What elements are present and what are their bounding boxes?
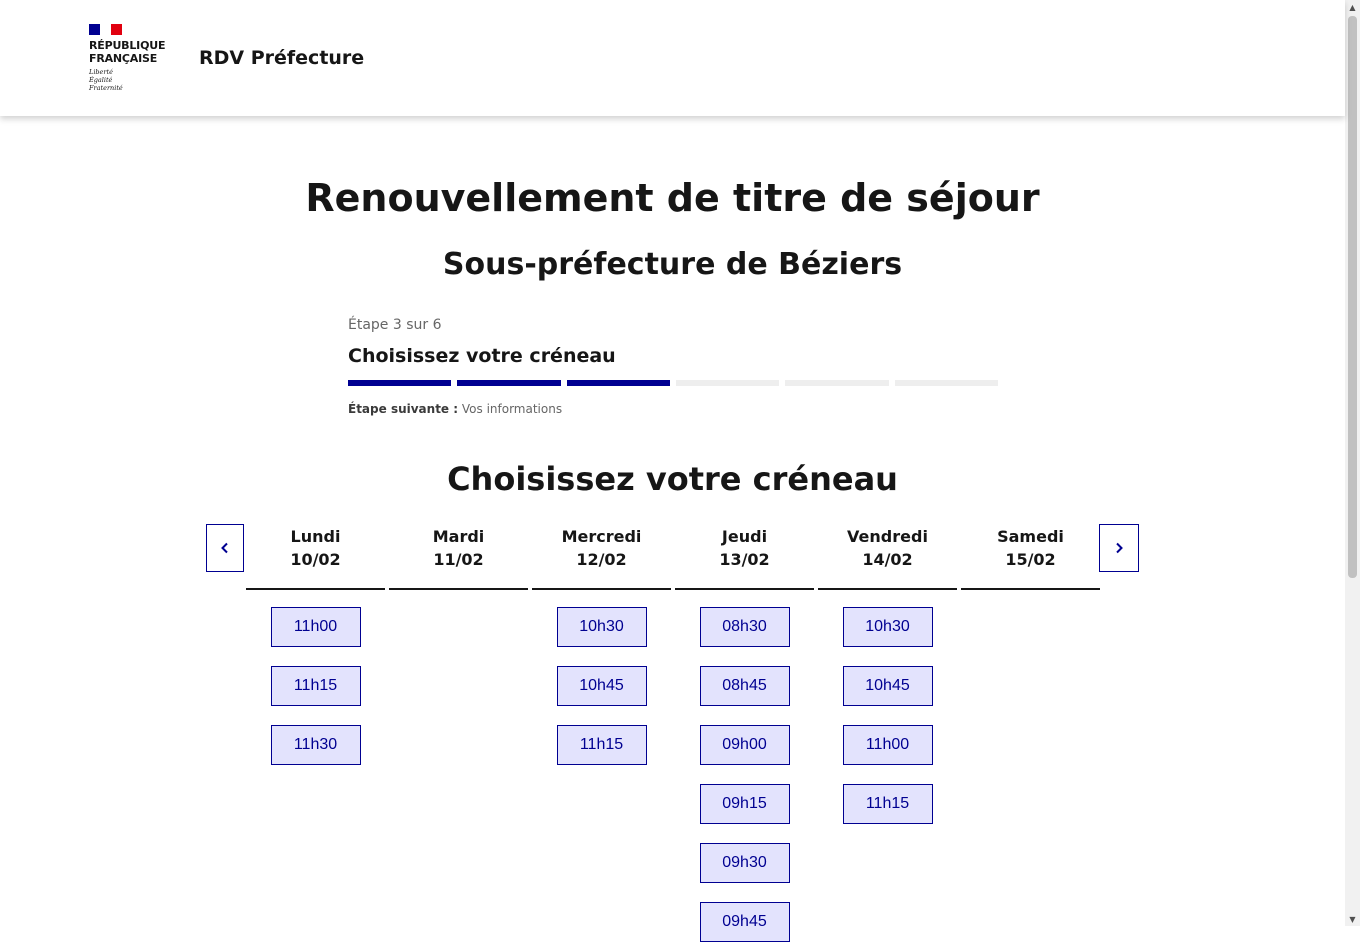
time-slot-button[interactable]: 10h45 <box>843 666 933 706</box>
stepper-state: Étape 3 sur 6 <box>348 317 442 333</box>
page-subtitle: Sous-préfecture de Béziers <box>442 247 903 282</box>
logo-line-2: FRANÇAISE <box>89 52 158 65</box>
day-column <box>818 524 957 942</box>
slot-list <box>557 607 647 765</box>
day-date: 12/02 <box>576 550 627 569</box>
next-week-button[interactable] <box>1099 524 1139 572</box>
day-header <box>675 524 814 590</box>
republique-francaise-logo[interactable] <box>89 24 179 96</box>
stepper-next-value: Vos informations <box>461 402 563 416</box>
time-slot-button[interactable]: 09h00 <box>700 725 790 765</box>
scroll-up-arrow-icon[interactable]: ▲ <box>1349 2 1356 12</box>
time-slot-button[interactable]: 10h45 <box>557 666 647 706</box>
stepper-next-label: Étape suivante : <box>348 402 459 416</box>
site-header <box>0 0 1345 116</box>
time-slot-button[interactable]: 11h00 <box>843 725 933 765</box>
day-date: 13/02 <box>719 550 770 569</box>
day-date: 14/02 <box>862 550 913 569</box>
time-slot-button[interactable]: 11h00 <box>271 607 361 647</box>
motto-line: Liberté <box>89 68 113 76</box>
day-column <box>246 524 385 942</box>
stepper-bar <box>785 380 888 386</box>
slot-list <box>700 607 790 942</box>
time-slot-button[interactable]: 11h30 <box>271 725 361 765</box>
day-name: Mercredi <box>561 527 642 546</box>
chevron-right-icon <box>1113 542 1125 554</box>
time-slot-button[interactable]: 09h15 <box>700 784 790 824</box>
time-slot-button[interactable]: 11h15 <box>557 725 647 765</box>
stepper-bar <box>676 380 779 386</box>
time-slot-button[interactable]: 10h30 <box>557 607 647 647</box>
page-title: Renouvellement de titre de séjour <box>305 176 1040 220</box>
time-slot-button[interactable]: 10h30 <box>843 607 933 647</box>
time-slot-button[interactable]: 09h30 <box>700 843 790 883</box>
logo-line-1: RÉPUBLIQUE <box>89 39 166 52</box>
stepper-title: Choisissez votre créneau <box>348 345 616 367</box>
motto <box>89 68 179 92</box>
stepper-bar <box>895 380 998 386</box>
day-name: Vendredi <box>847 527 928 546</box>
slot-list <box>271 607 361 765</box>
day-name: Mardi <box>432 527 485 546</box>
time-slot-button[interactable]: 08h45 <box>700 666 790 706</box>
day-header <box>532 524 671 590</box>
calendar-days <box>246 524 1100 942</box>
day-header <box>389 524 528 590</box>
scroll-down-arrow-icon[interactable]: ▼ <box>1349 914 1356 924</box>
service-title[interactable]: RDV Préfecture <box>199 47 365 69</box>
day-name: Jeudi <box>721 527 768 546</box>
stepper <box>348 314 998 418</box>
day-column <box>389 524 528 942</box>
logo-text <box>89 39 179 65</box>
scrollbar-thumb[interactable] <box>1348 16 1357 578</box>
day-date: 15/02 <box>1005 550 1056 569</box>
day-name: Samedi <box>997 527 1064 546</box>
day-name: Lundi <box>290 527 341 546</box>
stepper-bar <box>348 380 451 386</box>
day-column <box>961 524 1100 942</box>
day-date: 10/02 <box>290 550 341 569</box>
section-title: Choisissez votre créneau <box>447 460 898 498</box>
stepper-bar <box>567 380 670 386</box>
stepper-progress <box>348 380 998 386</box>
stepper-bar <box>457 380 560 386</box>
chevron-left-icon <box>219 542 231 554</box>
motto-line: Égalité <box>89 76 113 84</box>
vertical-scrollbar[interactable] <box>1345 0 1360 926</box>
time-slot-button[interactable]: 11h15 <box>271 666 361 706</box>
french-flag-icon <box>89 24 122 35</box>
day-date: 11/02 <box>433 550 484 569</box>
time-slot-button[interactable]: 08h30 <box>700 607 790 647</box>
day-header <box>246 524 385 590</box>
day-header <box>961 524 1100 590</box>
day-column <box>532 524 671 942</box>
stepper-next-step <box>348 400 998 418</box>
time-slot-button[interactable]: 11h15 <box>843 784 933 824</box>
time-slot-button[interactable]: 09h45 <box>700 902 790 942</box>
day-header <box>818 524 957 590</box>
day-column <box>675 524 814 942</box>
previous-week-button[interactable] <box>206 524 244 572</box>
motto-line: Fraternité <box>89 84 123 92</box>
slot-list <box>843 607 933 824</box>
